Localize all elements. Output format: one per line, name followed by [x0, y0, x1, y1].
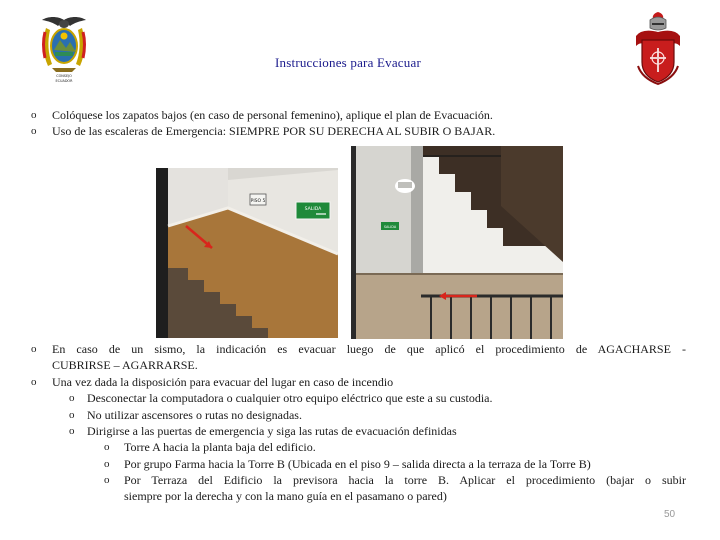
sub-sub-list-item: Por Terraza del Edificio la previsora hacia la torre B. Aplicar el procedimiento (bajar o subir — [124, 473, 686, 487]
page-number: 50 — [664, 509, 676, 520]
list-item: Una vez dada la disposición para evacuar del lugar en caso de incendio — [52, 375, 394, 389]
page-title: Instrucciones para Evacuar — [275, 55, 421, 70]
sub-sub-list-item: Torre A hacia la planta baja del edificio. — [124, 440, 316, 454]
list-item: Colóquese los zapatos bajos (en caso de personal femenino), aplique el plan de Evacuación. — [52, 108, 493, 122]
bullet-marker: o — [31, 376, 37, 388]
exit-sign-text: SALIDA — [383, 225, 397, 229]
sub-list-item: Dirigirse a las puertas de emergencia y siga las rutas de evacuación definidas — [87, 424, 457, 438]
exit-sign-text: SALIDA — [304, 207, 322, 212]
bullet-marker: o — [69, 425, 75, 437]
stairwell-photo-right — [351, 146, 563, 339]
bullet-marker: o — [31, 125, 37, 137]
bullet-marker: o — [69, 409, 75, 421]
bullet-marker: o — [69, 392, 75, 404]
floor-sign-label: PISO 5 — [250, 199, 266, 204]
bullet-marker: o — [104, 441, 110, 453]
sub-sub-list-item: Por grupo Farma hacia la Torre B (Ubicada en el piso 9 – salida directa a la terraza de la Torre B) — [124, 457, 591, 471]
bullet-marker: o — [104, 474, 110, 486]
bullet-marker: o — [31, 109, 37, 121]
sub-sub-list-item-continuation: siempre por la derecha y con la mano guía en el pasamano o pared) — [124, 489, 447, 503]
list-item-continuation: CUBRIRSE – AGARRARSE. — [52, 358, 198, 372]
svg-text:ECUADOR: ECUADOR — [55, 79, 73, 83]
institutional-shield-logo — [632, 10, 684, 88]
stairwell-photo-left — [156, 168, 338, 338]
ecuador-coat-of-arms-logo — [36, 14, 92, 86]
sub-list-item: Desconectar la computadora o cualquier otro equipo eléctrico que este a su custodia. — [87, 391, 493, 405]
list-item: En caso de un sismo, la indicación es evacuar luego de que aplicó el procedimiento de AGACHARSE - — [52, 342, 686, 356]
list-item: Uso de las escaleras de Emergencia: SIEMPRE POR SU DERECHA AL SUBIR O BAJAR. — [52, 124, 496, 138]
sub-list-item: No utilizar ascensores o rutas no designadas. — [87, 408, 302, 422]
bullet-marker: o — [104, 458, 110, 470]
svg-text:CONSEJO: CONSEJO — [56, 74, 72, 78]
bullet-marker: o — [31, 343, 37, 355]
